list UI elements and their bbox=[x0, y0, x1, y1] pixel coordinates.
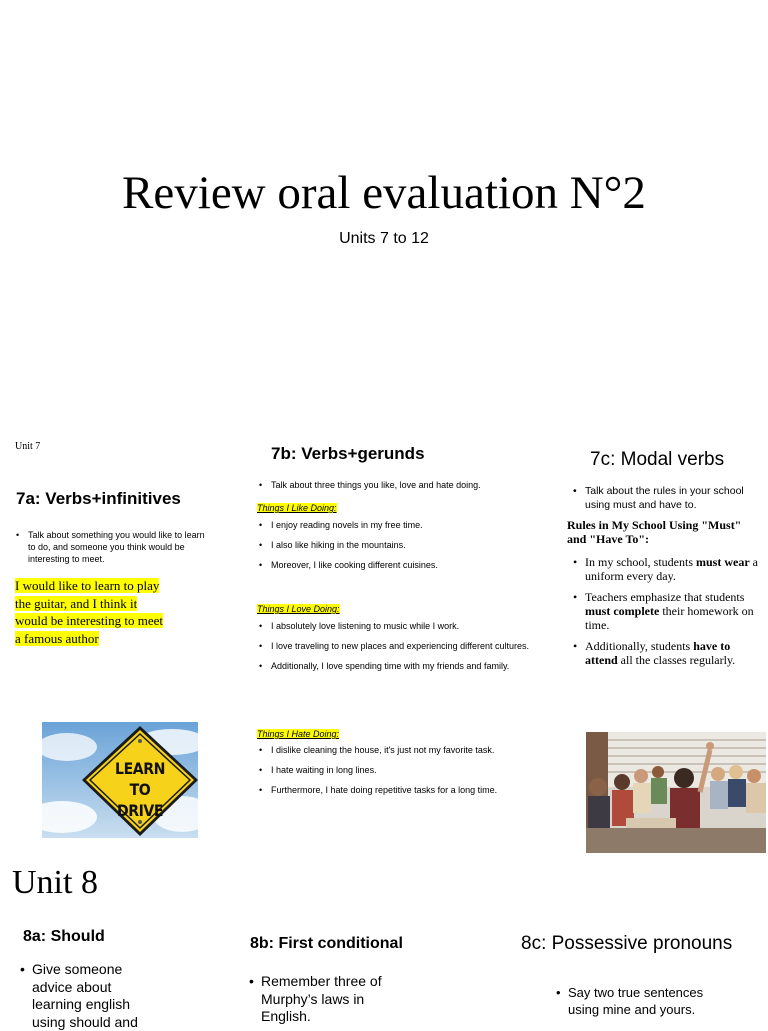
heading-7b: 7b: Verbs+gerunds bbox=[271, 444, 425, 463]
answer-line: a famous author bbox=[15, 630, 99, 646]
like-label: Things I Like Doing: bbox=[257, 503, 337, 513]
answer-line: the guitar, and I think it bbox=[15, 595, 138, 611]
list-love bbox=[271, 620, 536, 672]
list-like bbox=[271, 519, 541, 571]
list-item: • I enjoy reading novels in my free time. bbox=[271, 519, 541, 531]
list-item: • I love traveling to new places and experiencing different cultures. bbox=[271, 640, 536, 652]
list-item: • Talk about something you would like to learn to do, and someone you think would be interesting to meet. bbox=[28, 529, 213, 565]
page-title: Review oral evaluation N°2 bbox=[122, 167, 646, 219]
unit7-label: Unit 7 bbox=[15, 441, 41, 452]
sign-line: LEARN bbox=[115, 759, 165, 778]
heading-7c: 7c: Modal verbs bbox=[590, 449, 725, 470]
list-item: • Furthermore, I hate doing repetitive tasks for a long time. bbox=[271, 784, 551, 796]
list-item: • Talk about the rules in your school using must and have to. bbox=[585, 484, 760, 512]
page-subtitle: Units 7 to 12 bbox=[339, 230, 429, 247]
learn-to-drive-image bbox=[42, 722, 198, 838]
list-item: • Talk about three things you like, love and hate doing. bbox=[271, 479, 541, 491]
list-8a bbox=[32, 961, 152, 1031]
list-item: • Moreover, I like cooking different cuisines. bbox=[271, 559, 541, 571]
answer-7a bbox=[15, 577, 215, 647]
list-item: • Give someone advice about learning english using should and bbox=[32, 961, 152, 1031]
list-item: • Additionally, students have to attend all the classes regularly. bbox=[585, 639, 763, 667]
list-7b bbox=[271, 479, 541, 491]
rules-heading: Rules in My School Using "Must" and "Have To": bbox=[567, 518, 742, 546]
list-item: • I absolutely love listening to music while I work. bbox=[271, 620, 536, 632]
sign-text bbox=[107, 758, 174, 821]
unit8-label: Unit 8 bbox=[12, 864, 98, 901]
classroom-photo bbox=[586, 732, 766, 853]
list-item: • I dislike cleaning the house, it's just not my favorite task. bbox=[271, 744, 551, 756]
answer-line: I would like to learn to play bbox=[15, 578, 160, 593]
list-rules bbox=[585, 555, 763, 667]
list-item: • I also like hiking in the mountains. bbox=[271, 539, 541, 551]
love-label: Things I Love Doing: bbox=[257, 604, 340, 614]
sign-line: TO DRIVE bbox=[116, 780, 164, 820]
heading-8c: 8c: Possessive pronouns bbox=[521, 933, 733, 954]
heading-8a: 8a: Should bbox=[23, 928, 105, 945]
list-item: • Teachers emphasize that students must complete their homework on time. bbox=[585, 590, 763, 632]
list-7c bbox=[585, 484, 760, 512]
hate-label: Things I Hate Doing: bbox=[257, 729, 340, 739]
heading-7a: 7a: Verbs+infinitives bbox=[16, 489, 181, 508]
list-item: • Say two true sentences using mine and yours. bbox=[568, 985, 728, 1018]
list-hate bbox=[271, 744, 551, 796]
list-8c bbox=[568, 985, 728, 1018]
heading-8b: 8b: First conditional bbox=[250, 935, 403, 952]
answer-line: would be interesting to meet bbox=[15, 613, 164, 628]
list-item: • Remember three of Murphy’s laws in English. bbox=[261, 973, 401, 1026]
list-item: • Additionally, I love spending time with my friends and family. bbox=[271, 660, 536, 672]
list-8b bbox=[261, 973, 401, 1026]
list-7a bbox=[28, 529, 213, 565]
list-item: • I hate waiting in long lines. bbox=[271, 764, 551, 776]
list-item: • In my school, students must wear a uniform every day. bbox=[585, 555, 763, 583]
